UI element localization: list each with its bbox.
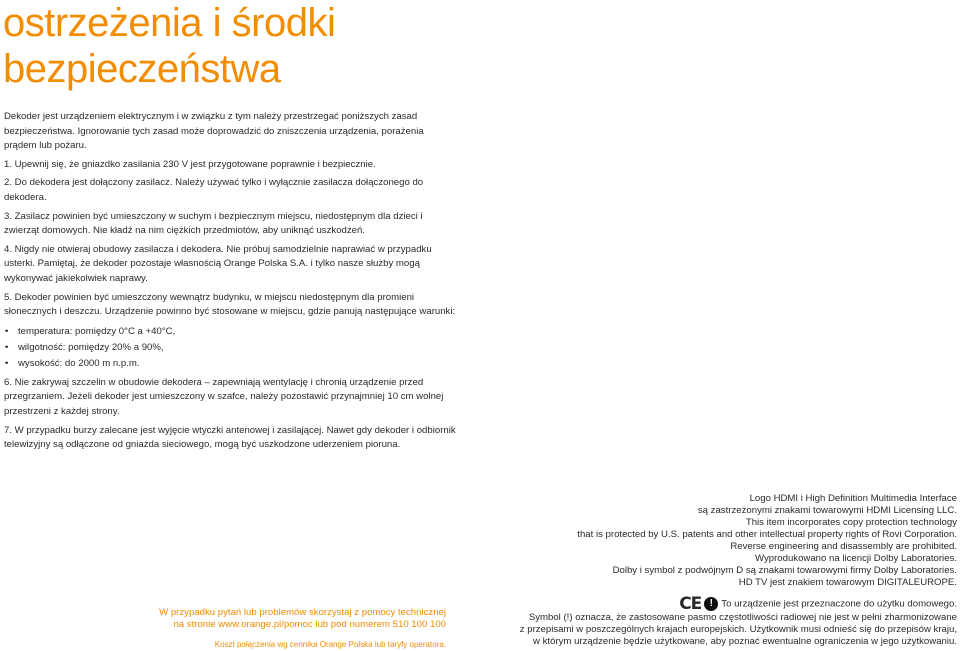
trademark-notices [497, 493, 957, 589]
call-cost-note: Koszt połączenia wg cennika Orange Polska lub taryfy operatora. [214, 640, 446, 649]
condition-temperature: • temperatura: pomiędzy 0°C a +40°C, [4, 324, 456, 340]
legal-line: Wyprodukowano na licencji Dolby Laboratories. [754, 553, 957, 564]
legal-line: Reverse engineering and disassembly are prohibited. [730, 541, 957, 552]
support-line-2: na stronie www.orange.pl/pomoc lub pod numerem 510 100 100 [173, 619, 446, 630]
legal-line: Dolby i symbol z podwójnym D są znakami towarowymi firmy Dolby Laboratories. [612, 565, 957, 576]
instruction-1: 1. Upewnij się, że gniazdko zasilania 230 V jest przygotowane poprawnie i bezpiecznie. [4, 158, 376, 170]
instruction-5: 5. Dekoder powinien być umieszczony wewnątrz budynku, w miejscu niedostępnym dla promieni słonecznych i deszczu. Urządzenie powinno być stosowane w miejscu, gdzie panują następujące warunki: [4, 291, 456, 318]
title-line-2: bezpieczeństwa [3, 47, 281, 91]
legal-line: This item incorporates copy protection technology [745, 517, 957, 528]
legal-line: są zastrzeżonymi znakami towarowymi HDMI Licensing LLC. [697, 505, 957, 516]
marks-icons [679, 596, 718, 612]
domestic-use-line [497, 596, 957, 612]
symbol-note-line-3: w którym urządzenie będzie użytkowane, aby poznać ewentualne ograniczenia w jego użytkowaniu. [533, 636, 957, 647]
conditions-list [4, 324, 456, 372]
instruction-4: 4. Nigdy nie otwieraj obudowy zasilacza i dekodera. Nie próbuj samodzielnie naprawiać w przypadku usterki. Pamiętaj, że dekoder pozostaje własnością Orange Polska S.A. i tylko nasze służby mogą wykonywać jakiekolwiek naprawy. [4, 243, 432, 284]
legal-line: that is protected by U.S. patents and other intellectual property rights of Rovi Corporation. [577, 529, 957, 540]
page-title [3, 0, 335, 92]
instruction-3: 3. Zasilacz powinien być umieszczony w suchym i bezpiecznym miejscu, niedostępnym dla dzieci i zwierząt domowych. Nie kładź na nim ciężkich przedmiotów, aby uniknąć uszkodzeń. [4, 210, 423, 237]
safety-instructions [4, 110, 456, 457]
intro-paragraph: Dekoder jest urządzeniem elektrycznym i w związku z tym należy przestrzegać poniższych zasad bezpieczeństwa. Ignorowanie tych zasad może doprowadzić do zniszczenia urządzenia, porażenia prądem lub pożaru. [4, 111, 424, 152]
support-footer [156, 607, 446, 651]
title-line-1: ostrzeżenia i środki [3, 1, 336, 45]
alert-class-icon: ! [704, 597, 718, 611]
instruction-7: 7. W przypadku burzy zalecane jest wyjęcie wtyczki antenowej i zasilającej. Nawet gdy dekoder i odbiornik telewizyjny są odłączone od gniazda sieciowego, mogą być uszkodzone uderzeniem pioruna. [4, 424, 456, 451]
instruction-6: 6. Nie zakrywaj szczelin w obudowie dekodera – zapewniają wentylację i chronią urządzenie przed przegrzaniem. Jeżeli dekoder jest umieszczony w szafce, należy pozostawić przynajmniej 10 cm wolnej przestrzeni z każdej strony. [4, 376, 444, 417]
legal-line: HD TV jest znakiem towarowym DIGITALEUROPE. [738, 577, 957, 588]
condition-altitude: • wysokość: do 2000 m n.p.m. [4, 356, 456, 372]
bullet-icon: • [5, 325, 9, 337]
bullet-icon: • [5, 341, 9, 353]
conformity-marks [497, 596, 957, 648]
instruction-2: 2. Do dekodera jest dołączony zasilacz. Należy używać tylko i wyłącznie zasilacza dołączonego do dekodera. [4, 177, 424, 203]
support-line-1: W przypadku pytań lub problemów skorzystaj z pomocy technicznej [159, 607, 446, 618]
domestic-use-text: To urządzenie jest przeznaczone do użytku domowego. [721, 598, 957, 610]
legal-line: Logo HDMI i High Definition Multimedia Interface [749, 493, 957, 504]
condition-humidity: • wilgotność: pomiędzy 20% a 90%, [4, 340, 456, 356]
ce-mark-icon: CE [679, 594, 702, 614]
symbol-note-line-2: z przepisami w poszczególnych krajach europejskich. Użytkownik musi odnieść się do przepisów kraju, [519, 624, 957, 635]
bullet-icon: • [5, 357, 9, 369]
symbol-note-line-1: Symbol (!) oznacza, że zastosowane pasmo częstotliwości radiowej nie jest w pełni zharmonizowane [528, 612, 957, 623]
